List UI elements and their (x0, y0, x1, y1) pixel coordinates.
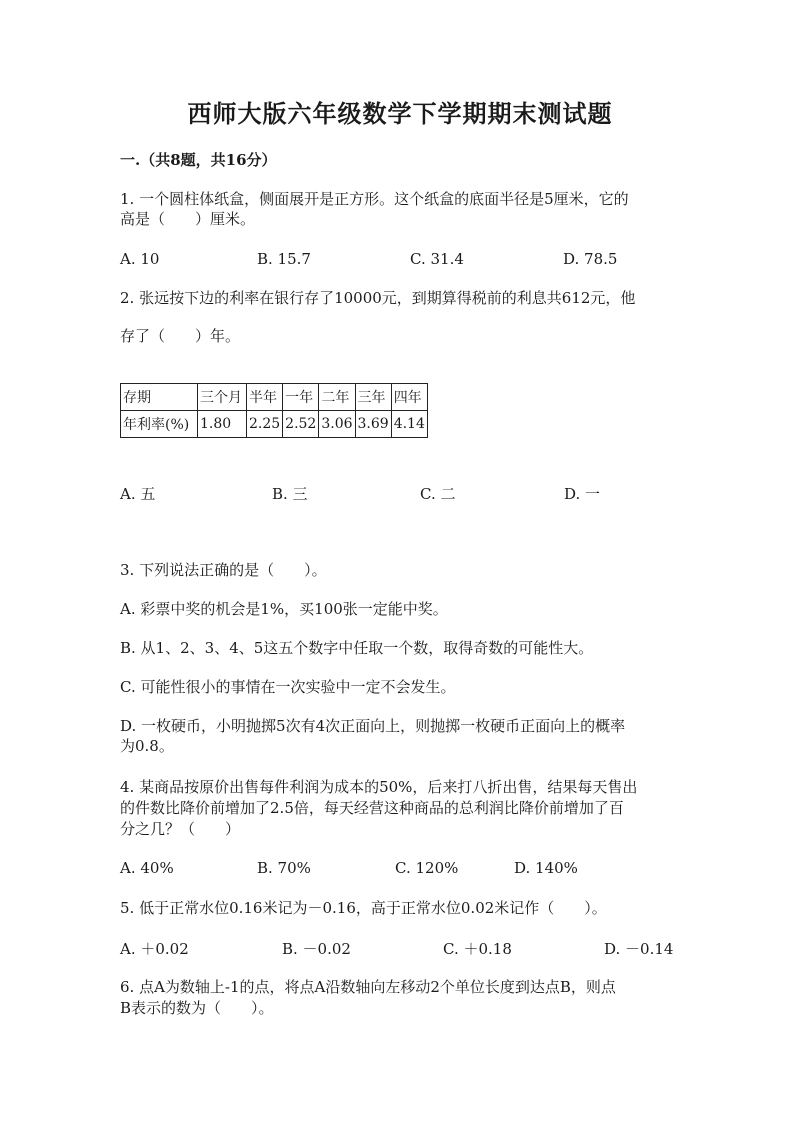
q3-option-d-line-1: D. 一枚硬币，小明抛掷5次有4次正面向上，则抛掷一枚硬币正面向上的概率 (120, 717, 626, 735)
table-cell: 3.69 (355, 411, 391, 438)
q5-option-a: A. ＋0.02 (120, 940, 189, 958)
q2-option-b: B. 三 (272, 485, 308, 503)
q4-option-a: A. 40% (120, 859, 174, 877)
q4-options (120, 859, 680, 879)
q3-option-a: A. 彩票中奖的机会是1%，买100张一定能中奖。 (120, 600, 448, 618)
q5-option-c: C. ＋0.18 (443, 940, 512, 958)
q3-option-b: B. 从1、2、3、4、5这五个数字中任取一个数，取得奇数的可能性大。 (120, 639, 594, 657)
table-cell: 2.52 (283, 411, 319, 438)
q4-stem-line-1: 4. 某商品按原价出售每件利润为成本的50%，后来打八折出售，结果每天售出 (120, 778, 638, 796)
q6-stem-line-2: B表示的数为（ ）。 (120, 999, 274, 1017)
q5-stem: 5. 低于正常水位0.16米记为－0.16，高于正常水位0.02米记作（ ）。 (120, 899, 607, 917)
q5-options (120, 938, 680, 958)
q2-option-d: D. 一 (564, 485, 601, 503)
q1-stem-line-2: 高是（ ）厘米。 (120, 210, 256, 228)
interest-rate-table (120, 383, 428, 438)
page-title: 西师大版六年级数学下学期期末测试题 (187, 99, 613, 128)
table-cell: 1.80 (198, 411, 247, 438)
q3-option-c: C. 可能性很小的事情在一次实验中一定不会发生。 (120, 678, 456, 696)
q1-option-b: B. 15.7 (257, 250, 311, 268)
q5-option-b: B. －0.02 (282, 940, 351, 958)
q2-option-c: C. 二 (420, 485, 456, 503)
q4-stem-line-3: 分之几？（ ） (120, 820, 241, 838)
q4-option-d: D. 140% (514, 859, 578, 877)
table-header-row (121, 384, 428, 411)
table-cell: 三个月 (198, 384, 247, 411)
q4-option-b: B. 70% (257, 859, 311, 877)
table-cell: 4.14 (391, 411, 427, 438)
q3-option-d-line-2: 为0.8。 (120, 737, 174, 755)
table-cell: 存期 (121, 384, 198, 411)
section-heading: 一.（共8题，共16分） (120, 151, 277, 169)
q1-option-a: A. 10 (120, 250, 160, 268)
q2-stem-line-1: 2. 张远按下边的利率在银行存了10000元，到期算得税前的利息共612元，他 (120, 289, 636, 307)
q4-option-c: C. 120% (395, 859, 459, 877)
q1-options (120, 250, 680, 270)
table-cell: 2.25 (247, 411, 283, 438)
table-cell: 半年 (247, 384, 283, 411)
table-row (121, 411, 428, 438)
q2-option-a: A. 五 (120, 485, 156, 503)
q6-stem-line-1: 6. 点A为数轴上-1的点，将点A沿数轴向左移动2个单位长度到达点B，则点 (120, 978, 616, 996)
table-cell: 一年 (283, 384, 319, 411)
q5-option-d: D. －0.14 (604, 940, 674, 958)
table-cell: 年利率(%) (121, 411, 198, 438)
table-cell: 3.06 (319, 411, 355, 438)
table-cell: 三年 (355, 384, 391, 411)
table-cell: 二年 (319, 384, 355, 411)
q2-options (120, 483, 680, 503)
q3-stem: 3. 下列说法正确的是（ ）。 (120, 561, 327, 579)
table-cell: 四年 (391, 384, 427, 411)
q1-stem-line-1: 1. 一个圆柱体纸盒，侧面展开是正方形。这个纸盒的底面半径是5厘米，它的 (120, 190, 629, 208)
q2-stem-line-2: 存了（ ）年。 (120, 327, 241, 345)
q1-option-c: C. 31.4 (410, 250, 464, 268)
q1-option-d: D. 78.5 (563, 250, 618, 268)
q4-stem-line-2: 的件数比降价前增加了2.5倍，每天经营这种商品的总利润比降价前增加了百 (120, 799, 624, 817)
